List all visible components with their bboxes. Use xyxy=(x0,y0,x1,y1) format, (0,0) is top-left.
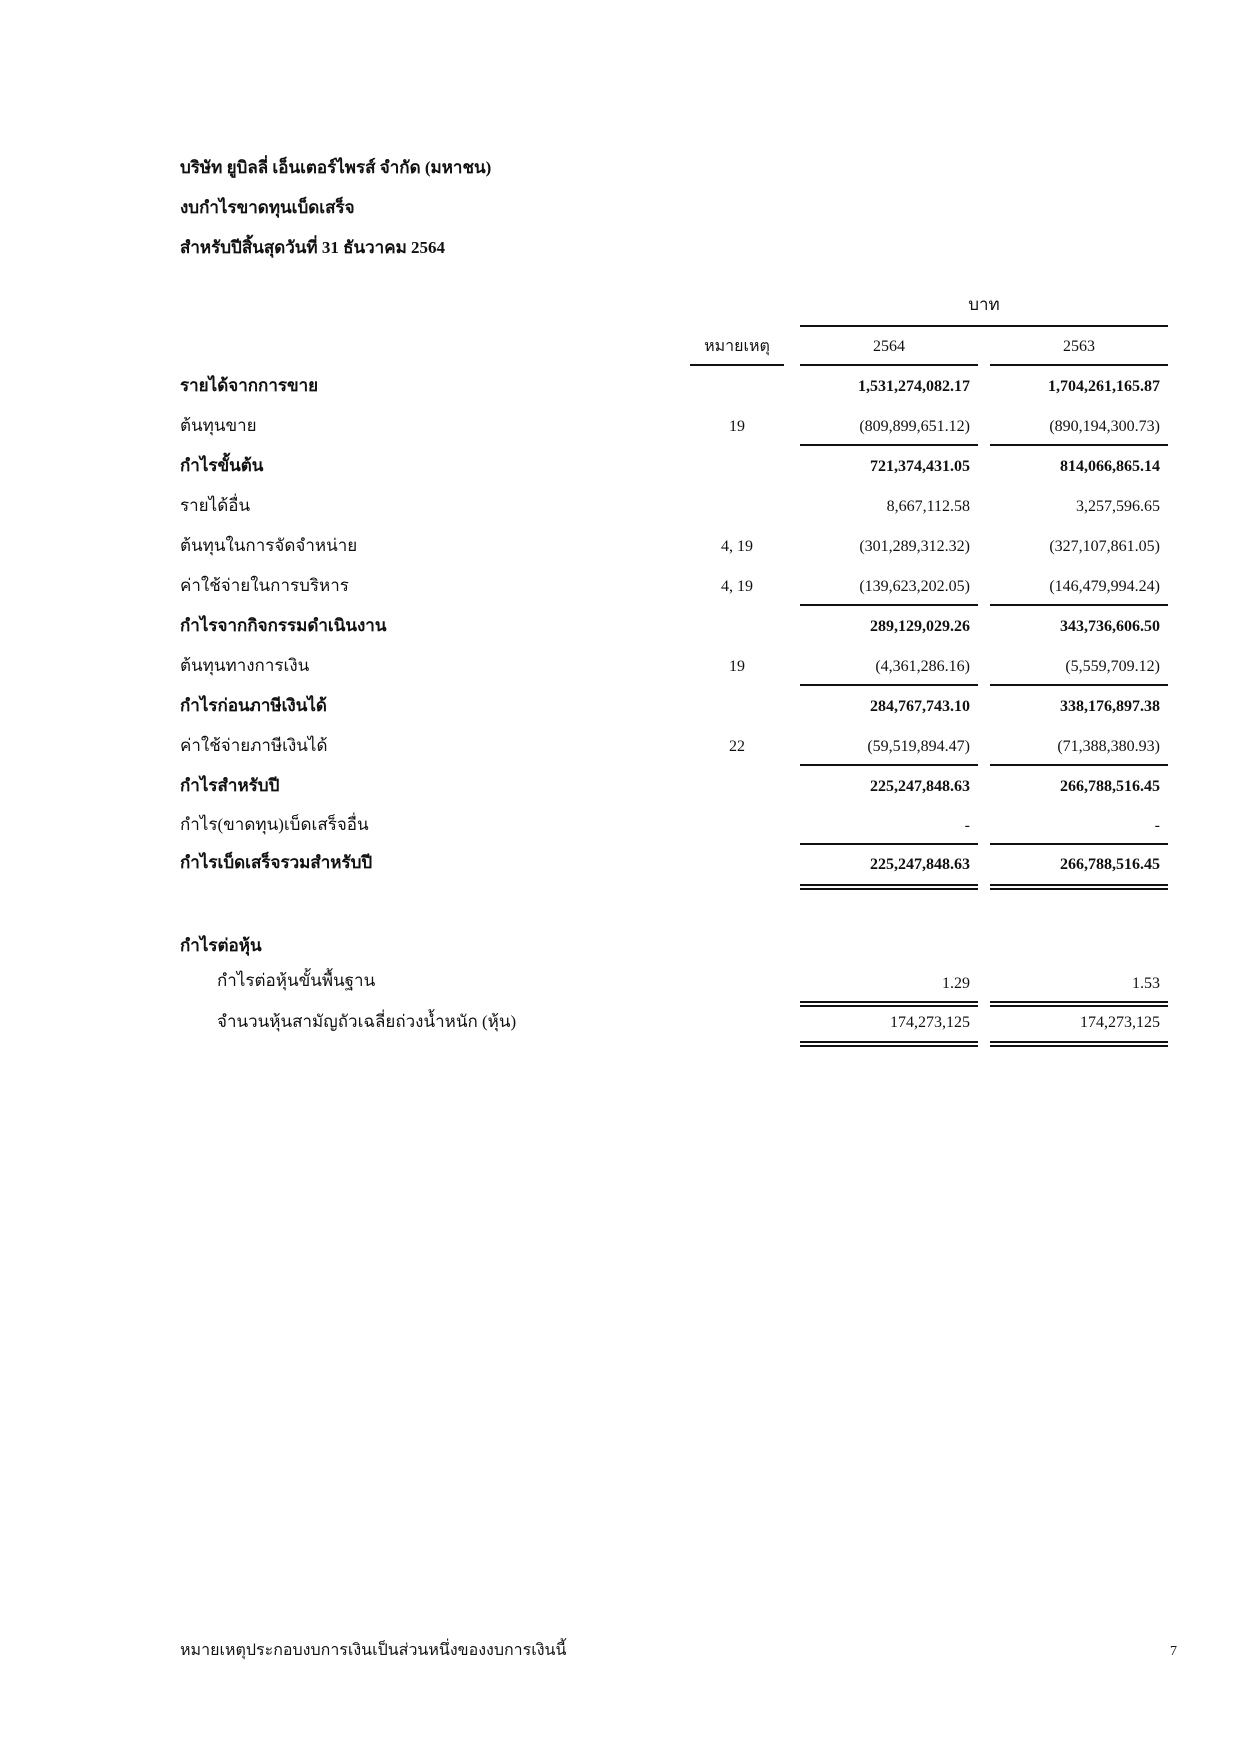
row-value-2564: (139,623,202.05) xyxy=(859,578,970,595)
page-number: 7 xyxy=(1170,1644,1177,1659)
row-value-2564: (4,361,286.16) xyxy=(875,658,970,675)
row-label: กำไรจากกิจกรรมดำเนินงาน xyxy=(180,616,387,635)
year-2563-header: 2563 xyxy=(1063,338,1095,355)
row-label: กำไร(ขาดทุน)เบ็ดเสร็จอื่น xyxy=(180,815,369,834)
row-label: กำไรเบ็ดเสร็จรวมสำหรับปี xyxy=(180,853,373,872)
row-value-2563: 266,788,516.45 xyxy=(1060,856,1160,873)
row-value-2563: 3,257,596.65 xyxy=(1076,498,1160,515)
eps-section-title: กำไรต่อหุ้น xyxy=(180,936,262,955)
row-value-2563: (5,559,709.12) xyxy=(1065,658,1160,675)
row-value-2563: 338,176,897.38 xyxy=(1060,698,1160,715)
row-value-2563: (146,479,994.24) xyxy=(1049,578,1160,595)
row-label: ต้นทุนทางการเงิน xyxy=(180,656,310,675)
subtotal-line xyxy=(990,843,1168,845)
row-label: ค่าใช้จ่ายในการบริหาร xyxy=(180,576,349,595)
subtotal-line xyxy=(990,444,1168,446)
row-label: ต้นทุนในการจัดจำหน่าย xyxy=(180,536,358,555)
period-title: สำหรับปีสิ้นสุดวันที่ 31 ธันวาคม 2564 xyxy=(180,238,446,257)
row-label: กำไรขั้นต้น xyxy=(180,456,264,475)
row-value-2564: 721,374,431.05 xyxy=(870,458,970,475)
note-column-header: หมายเหตุ xyxy=(704,338,770,355)
currency-unit: บาท xyxy=(968,295,1000,314)
total-double-line xyxy=(800,1041,978,1047)
subtotal-line xyxy=(800,444,978,446)
total-double-line xyxy=(990,884,1168,890)
eps-value-2563: 1.53 xyxy=(1132,975,1160,992)
subtotal-line xyxy=(990,764,1168,766)
row-value-2563: 814,066,865.14 xyxy=(1060,458,1160,475)
row-label: ต้นทุนขาย xyxy=(180,416,257,435)
row-note: 22 xyxy=(729,738,745,755)
row-value-2564: 284,767,743.10 xyxy=(870,698,970,715)
header-underline xyxy=(690,364,784,366)
subtotal-line xyxy=(990,684,1168,686)
row-value-2564: 225,247,848.63 xyxy=(870,778,970,795)
total-double-line xyxy=(990,1001,1168,1007)
row-label: รายได้อื่น xyxy=(180,496,251,515)
row-value-2564: 225,247,848.63 xyxy=(870,856,970,873)
row-value-2563: 266,788,516.45 xyxy=(1060,778,1160,795)
year-2564-header: 2564 xyxy=(873,338,905,355)
row-label: จำนวนหุ้นสามัญถัวเฉลี่ยถ่วงน้ำหนัก (หุ้น) xyxy=(217,1012,517,1031)
subtotal-line xyxy=(990,604,1168,606)
row-label: กำไรก่อนภาษีเงินได้ xyxy=(180,696,327,715)
shares-value-2564: 174,273,125 xyxy=(890,1014,970,1031)
header-underline xyxy=(990,364,1168,366)
statement-title: งบกำไรขาดทุนเบ็ดเสร็จ xyxy=(180,198,355,217)
subtotal-line xyxy=(800,684,978,686)
row-value-2563: - xyxy=(1154,817,1160,834)
row-note: 4, 19 xyxy=(721,538,753,555)
subtotal-line xyxy=(800,604,978,606)
row-label: ค่าใช้จ่ายภาษีเงินได้ xyxy=(180,736,328,755)
row-note: 19 xyxy=(729,658,745,675)
row-value-2564: (301,289,312.32) xyxy=(859,538,970,555)
row-note: 4, 19 xyxy=(721,578,753,595)
header-underline xyxy=(800,364,978,366)
row-value-2564: 1,531,274,082.17 xyxy=(858,378,970,395)
row-note: 19 xyxy=(729,418,745,435)
total-double-line xyxy=(800,884,978,890)
row-label: กำไรสำหรับปี xyxy=(180,776,280,795)
row-value-2564: 289,129,029.26 xyxy=(870,618,970,635)
total-double-line xyxy=(800,1001,978,1007)
row-value-2563: (71,388,380.93) xyxy=(1057,738,1160,755)
row-value-2563: 343,736,606.50 xyxy=(1060,618,1160,635)
row-value-2563: 1,704,261,165.87 xyxy=(1048,378,1160,395)
row-value-2564: (809,899,651.12) xyxy=(859,418,970,435)
footer-note: หมายเหตุประกอบงบการเงินเป็นส่วนหนึ่งของงบการเงินนี้ xyxy=(180,1642,567,1659)
row-value-2564: - xyxy=(964,817,970,834)
company-name: บริษัท ยูบิลลี่ เอ็นเตอร์ไพรส์ จำกัด (มหาชน) xyxy=(180,158,492,177)
subtotal-line xyxy=(800,843,978,845)
total-double-line xyxy=(990,1041,1168,1047)
row-value-2563: (327,107,861.05) xyxy=(1049,538,1160,555)
subtotal-line xyxy=(800,764,978,766)
eps-value-2564: 1.29 xyxy=(942,975,970,992)
row-label: กำไรต่อหุ้นขั้นพื้นฐาน xyxy=(217,971,376,990)
row-value-2564: (59,519,894.47) xyxy=(867,738,970,755)
shares-value-2563: 174,273,125 xyxy=(1080,1014,1160,1031)
row-label: รายได้จากการขาย xyxy=(180,376,319,395)
row-value-2564: 8,667,112.58 xyxy=(886,498,970,515)
row-value-2563: (890,194,300.73) xyxy=(1049,418,1160,435)
unit-underline xyxy=(800,325,1168,327)
